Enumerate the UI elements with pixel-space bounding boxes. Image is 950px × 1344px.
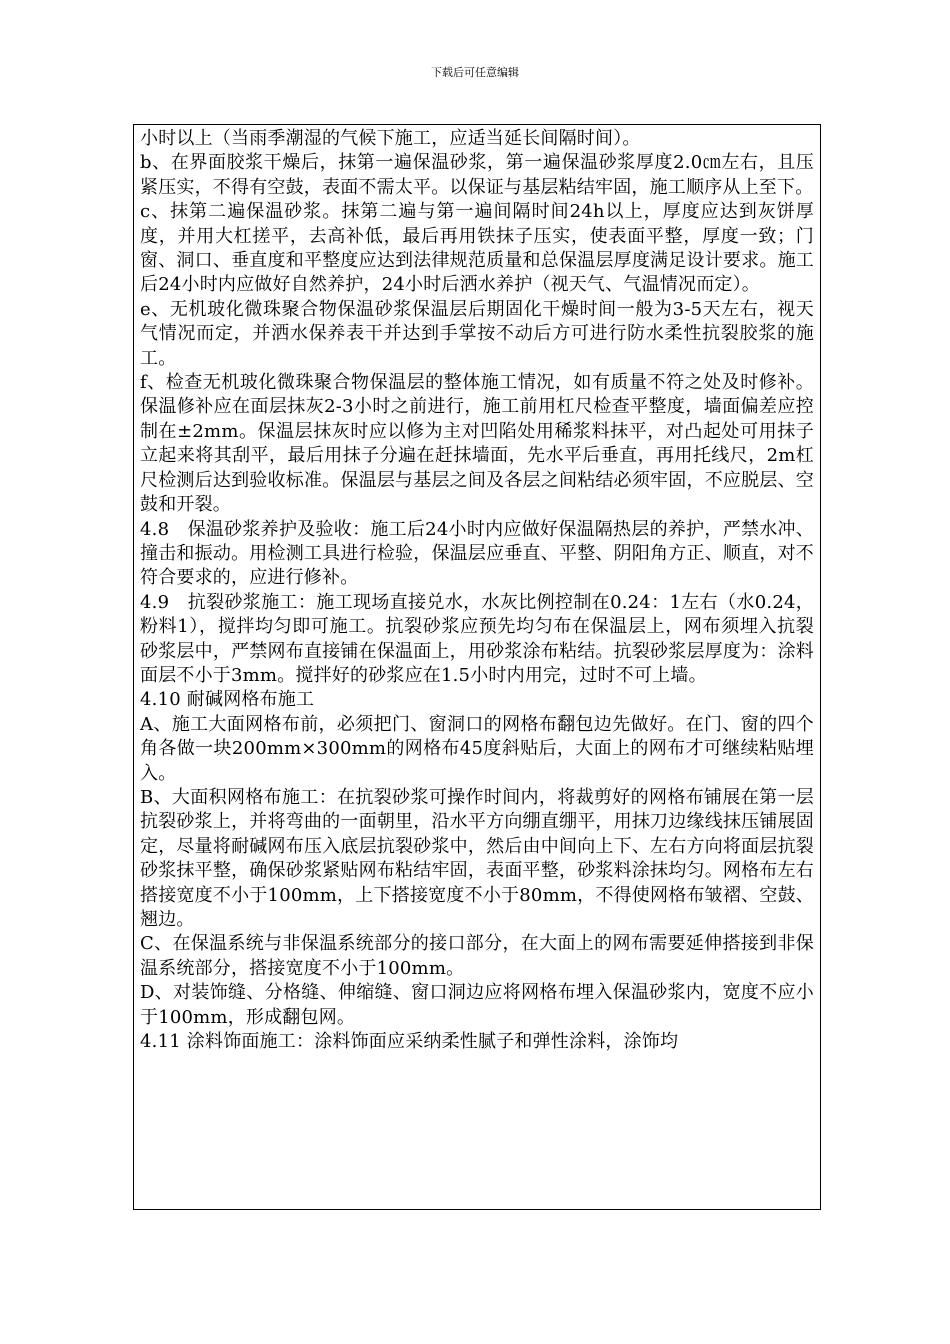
paragraph-step-D: D、对装饰缝、分格缝、伸缩缝、窗口洞边应将网格布埋入保温砂浆内，宽度不应小于100mm，形成翻包网。 [140, 982, 814, 1028]
paragraph-step-b: b、在界面胶浆干燥后，抹第一遍保温砂浆，第一遍保温砂浆厚度2.0㎝左右，且压紧压实，不得有空鼓，表面不需太平。以保证与基层粘结牢固，施工顺序从上至下。 [140, 152, 814, 198]
paragraph-step-c: c、抹第二遍保温砂浆。抹第二遍与第一遍间隔时间24h以上，厚度应达到灰饼厚度，并用大杠搓平，去高补低，最后再用铁抹子压实，使表面平整，厚度一致；门窗、洞口、垂直度和平整度应达到法律规范质量和总保温层厚度满足设计要求。施工后24小时内应做好自然养护，24小时后洒水养护（视天气、气温情况而定）。 [140, 201, 814, 296]
document-content-box [133, 124, 821, 1210]
heading-section-4-10: 4.10 耐碱网格布施工 [140, 689, 315, 711]
paragraph-step-C: C、在保温系统与非保温系统部分的接口部分，在大面上的网布需要延伸搭接到非保温系统部分，搭接宽度不小于100mm。 [140, 933, 814, 979]
paragraph-section-4-11: 4.11 涂料饰面施工：涂料饰面应采纳柔性腻子和弹性涂料，涂饰均 [140, 1031, 679, 1053]
paragraph-step-B: B、大面积网格布施工：在抗裂砂浆可操作时间内，将裁剪好的网格布铺展在第一层抗裂砂浆上，并将弯曲的一面朝里，沿水平方向绷直绷平，用抹刀边缘线抹压铺展固定，尽量将耐碱网布压入底层抗裂砂浆中，然后由中间向上下、左右方向将面层抗裂砂浆抹平整，确保砂浆紧贴网布粘结牢固，表面平整，砂浆料涂抹均匀。网格布左右搭接宽度不小于100mm，上下搭接宽度不小于80mm，不得使网格布皱褶、空鼓、翘边。 [140, 786, 814, 930]
paragraph-section-4-9: 4.9 抗裂砂浆施工：施工现场直接兑水，水灰比例控制在0.24：1左右（水0.24，粉料1），搅拌均匀即可施工。抗裂砂浆应预先均匀布在保温层上，网布须埋入抗裂砂浆层中，严禁网布直接铺在保温面上，用砂浆涂布粘结。抗裂砂浆层厚度为：涂料面层不小于3mm。搅拌好的砂浆应在1.5小时内用完，过时不可上墙。 [140, 591, 814, 686]
page-header-note: 下载后可任意编辑 [431, 66, 519, 79]
paragraph-section-4-8: 4.8 保温砂浆养护及验收：施工后24小时内应做好保温隔热层的养护，严禁水冲、撞击和振动。用检测工具进行检验，保温层应垂直、平整、阴阳角方正、顺直，对不符合要求的，应进行修补。 [140, 518, 814, 589]
paragraph-step-f: f、检查无机玻化微珠聚合物保温层的整体施工情况，如有质量不符之处及时修补。保温修补应在面层抹灰2-3小时之前进行，施工前用杠尺检查平整度，墙面偏差应控制在±2mm。保温层抹灰时应以修为主对凹陷处用稀浆料抹平，对凸起处可用抹子立起来将其刮平，最后用抹子分遍在赶抹墙面，先水平后垂直，再用托线尺，2m杠尺检测后达到验收标准。保温层与基层之间及各层之间粘结必须牢固，不应脱层、空鼓和开裂。 [140, 372, 814, 516]
paragraph-step-A: A、施工大面网格布前，必须把门、窗洞口的网格布翻包边先做好。在门、窗的四个角各做一块200mm×300mm的网格布45度斜贴后，大面上的网布才可继续粘贴埋入。 [140, 713, 814, 784]
paragraph-step-e: e、无机玻化微珠聚合物保温砂浆保温层后期固化干燥时间一般为3-5天左右，视天气情况而定，并洒水保养表干并达到手掌按不动后方可进行防水柔性抗裂胶浆的施工。 [140, 298, 814, 369]
paragraph-intro-continuation: 小时以上（当雨季潮湿的气候下施工，应适当延长间隔时间）。 [140, 128, 641, 149]
